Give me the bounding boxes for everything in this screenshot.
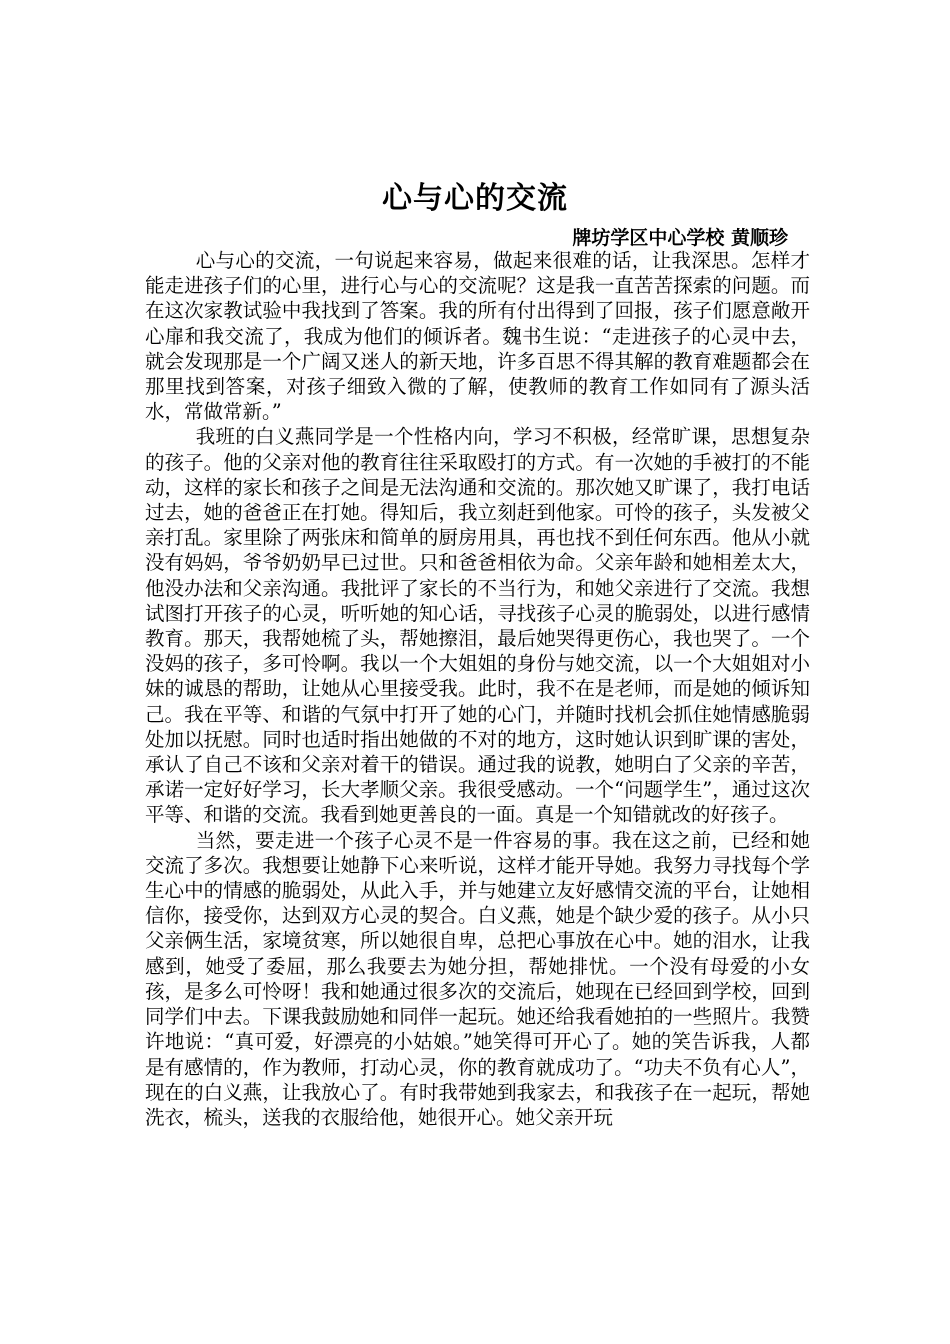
document-author: 牌坊学区中心学校 黄顺珍 bbox=[572, 227, 788, 249]
document-title: 心与心的交流 bbox=[382, 181, 568, 216]
paragraph: 当然，要走进一个孩子心灵不是一件容易的事。我在这之前，已经和她交流了多次。我想要让她静下心来听说，这样才能开导她。我努力寻找每个学生心中的情感的脆弱处，从此入手，并与她建立友好感情交流的平台，让她相信你，接受你，达到双方心灵的契合。白义燕，她是个缺少爱的孩子。从小只父亲俩生活，家境贫寒，所以她很自卑，总把心事放在心中。她的泪水，让我感到，她受了委屈，那么我要去为她分担，帮她排忧。一个没有母爱的小女孩，是多么可怜呀！我和她通过很多次的交流后，她现在已经回到学校，回到同学们中去。下课我鼓励她和同伴一起玩。她还给我看她拍的一些照片。我赞许地说：“真可爱，好漂亮的小姑娘。”她笑得可开心了。她的笑告诉我，人都是有感情的，作为教师，打动心灵，你的教育就成功了。“功夫不负有心人”，现在的白义燕，让我放心了。有时我带她到我家去，和我孩子在一起玩，帮她洗衣，梳头，送我的衣服给他，她很开心。她父亲开玩 bbox=[145, 828, 810, 1129]
paragraph: 心与心的交流，一句说起来容易，做起来很难的话，让我深思。怎样才能走进孩子们的心里，进行心与心的交流呢？这是我一直苦苦探索的问题。而在这次家教试验中我找到了答案。我的所有付出得到了回报，孩子们愿意敞开心扉和我交流了，我成为他们的倾诉者。魏书生说：“走进孩子的心灵中去，就会发现那是一个广阔又迷人的新天地，许多百思不得其解的教育难题都会在那里找到答案，对孩子细致入微的了解，使教师的教育工作如同有了源头活水，常做常新。” bbox=[145, 249, 810, 424]
paragraph: 我班的白义燕同学是一个性格内向，学习不积极，经常旷课，思想复杂的孩子。他的父亲对他的教育往往采取殴打的方式。有一次她的手被打的不能动，这样的家长和孩子之间是无法沟通和交流的。那次她又旷课了，我打电话过去，她的爸爸正在打她。得知后，我立刻赶到他家。可怜的孩子，头发被父亲打乱。家里除了两张床和简单的厨房用具，再也找不到任何东西。他从小就没有妈妈，爷爷奶奶早已过世。只和爸爸相依为命。父亲年龄和她相差太大，他没办法和父亲沟通。我批评了家长的不当行为，和她父亲进行了交流。我想试图打开孩子的心灵，听听她的知心话，寻找孩子心灵的脆弱处，以进行感情教育。那天，我帮她梳了头，帮她擦泪，最后她哭得更伤心，我也哭了。一个没妈的孩子，多可怜啊。我以一个大姐姐的身份与她交流，以一个大姐姐对小妹的诚恳的帮助，让她从心里接受我。此时，我不在是老师，而是她的倾诉知己。我在平等、和谐的气氛中打开了她的心门，并随时找机会抓住她情感脆弱处加以抚慰。同时也适时指出她做的不对的地方，这时她认识到旷课的害处，承认了自己不该和父亲对着干的错误。通过我的说教，她明白了父亲的辛苦，承诺一定好好学习，长大孝顺父亲。我很受感动。一个“问题学生”，通过这次平等、和谐的交流。我看到她更善良的一面。真是一个知错就改的好孩子。 bbox=[145, 425, 810, 827]
document-body bbox=[145, 248, 810, 1130]
